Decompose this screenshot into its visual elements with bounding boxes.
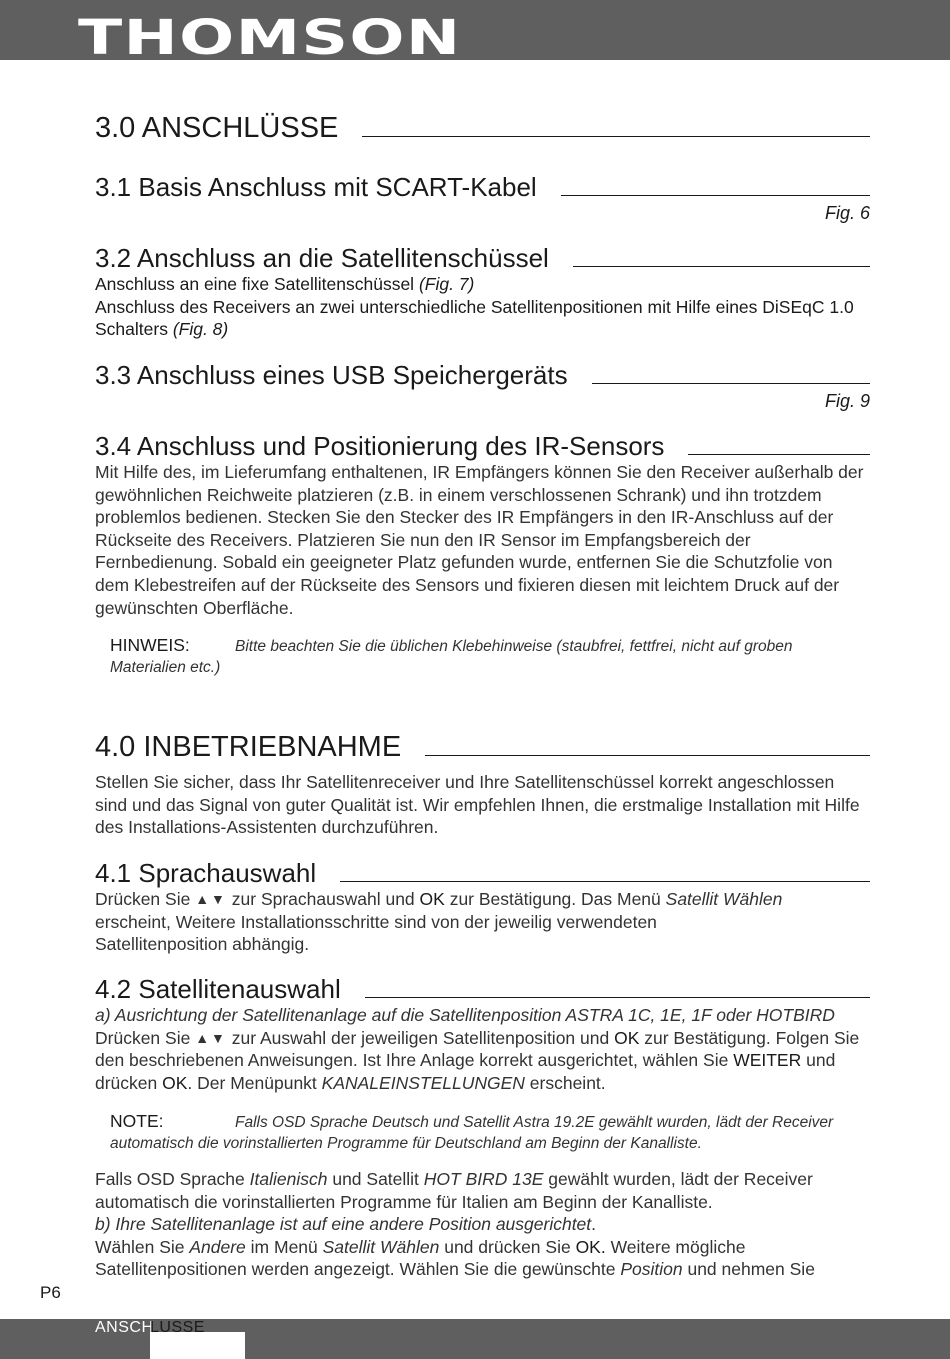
- heading-3-4-text: 3.4 Anschluss und Positionierung des IR-Sensors: [95, 431, 665, 461]
- heading-rule: [425, 755, 870, 756]
- note-text: Bitte beachten Sie die üblichen Klebehinweise (staubfrei, fettfrei, nicht auf groben Materialien etc.): [110, 638, 793, 676]
- paragraph-4-1: Drücken Sie ▲▼ zur Sprachauswahl und OK zur Bestätigung. Das Menü Satellit Wählen erscheint, Weitere Installationsschritte sind von der jeweilig verwendeten Satellitenposition abhängig.: [95, 889, 783, 955]
- ok-key: OK: [614, 1027, 640, 1048]
- heading-3-3: [95, 360, 870, 391]
- heading-3-0-text: 3.0 ANSCHLÜSSE: [95, 112, 339, 144]
- heading-4-0: [95, 731, 870, 764]
- footer-section-label-tail: LUSSE: [150, 1319, 205, 1336]
- heading-4-2: [95, 974, 870, 1005]
- ok-key: OK: [162, 1072, 188, 1093]
- note-box: [110, 1111, 870, 1154]
- heading-rule: [365, 997, 870, 998]
- subsection-a: a) Ausrichtung der Satellitenanlage auf die Satellitenposition ASTRA 1C, 1E, 1F oder HOTBIRD: [95, 1005, 835, 1025]
- menu-name: KANALEINSTELLUNGEN: [321, 1072, 525, 1093]
- heading-rule: [688, 454, 870, 455]
- heading-3-1-text: 3.1 Basis Anschluss mit SCART-Kabel: [95, 172, 537, 202]
- figure-ref: Fig. 6: [824, 203, 870, 223]
- heading-3-4: [95, 431, 870, 462]
- heading-rule: [573, 266, 870, 267]
- paragraph-3-4: Mit Hilfe des, im Lieferumfang enthaltenen, IR Empfängers können Sie den Receiver außerhalb der gewöhnlichen Reichweite platzieren (z.B. in einem verschlossenen Schrank) und ihn trotzdem problemlos bedienen. Stecken Sie den Stecker des IR Empfängers in den IR-Anschluss auf der Rückseite des Receivers. Platzieren Sie nun den IR Sensor im Empfangsbereich der Fernbedienung. Sobald ein geeigneter Platz gefunden wurde, entfernen Sie die Schutzfolie von dem Klebestreifen auf der Rückseite des Sensors und fixieren diesen mit leichtem Druck auf der gewünschten Oberfläche.: [95, 462, 864, 618]
- brand-logo: THOMSON: [78, 10, 462, 66]
- ok-key: OK: [419, 889, 445, 909]
- paragraph-4-2-b: Falls OSD Sprache Italienisch und Satellit HOT BIRD 13E gewählt wurden, lädt der Receiver automatisch die vorinstallierten Programme für Italien am Beginn der Kanalliste. b) Ihre Satellitenanlage ist auf eine andere Position ausgerichtet. Wählen Sie Andere im Menü Satellit Wählen und drücken Sie OK. Weitere mögliche Satellitenpositionen werden angezeigt. Wählen Sie die gewünschte Position und nehmen Sie: [95, 1169, 815, 1280]
- ok-key: OK.: [575, 1236, 606, 1257]
- header-bar: [0, 0, 950, 66]
- up-down-arrows-icon: ▲▼: [195, 891, 227, 907]
- note-text: Falls OSD Sprache Deutsch und Satellit Astra 19.2E gewählt wurden, lädt der Receiver automatisch die vorinstallierten Programme für Deutschland am Beginn der Kanalliste.: [110, 1114, 834, 1152]
- note-label: HINWEIS:: [110, 635, 190, 655]
- heading-4-2-text: 4.2 Satellitenauswahl: [95, 974, 341, 1004]
- subsection-b: b) Ihre Satellitenanlage ist auf eine andere Position ausgerichtet: [95, 1214, 592, 1235]
- heading-rule: [340, 881, 870, 882]
- paragraph-4-2: a) Ausrichtung der Satellitenanlage auf die Satellitenposition ASTRA 1C, 1E, 1F oder HOTBIRD Drücken Sie ▲▼ zur Auswahl der jeweiligen Satellitenposition und OK zur Bestätigung. Folgen Sie den beschriebenen Anweisungen. Ist Ihre Anlage korrekt ausgerichtet, wählen Sie WEITER und drücken OK. Der Menüpunkt KANALEINSTELLUNGEN erscheint.: [95, 1005, 860, 1093]
- footer-section-label: ANSCH: [95, 1319, 154, 1336]
- menu-name: Satellit Wählen: [665, 889, 783, 909]
- note-label: NOTE:: [110, 1111, 164, 1131]
- paragraph-4-0: Stellen Sie sicher, dass Ihr Satellitenreceiver und Ihre Satellitenschüssel korrekt angeschlossen sind und das Signal von guter Qualität ist. Wir empfehlen Ihnen, die erstmalige Installation mit Hilfe des Installations-Assistenten durchzuführen.: [95, 772, 860, 838]
- heading-rule: [561, 195, 870, 196]
- footer-bar: [0, 1319, 950, 1359]
- weiter-key: WEITER: [733, 1050, 802, 1071]
- up-down-arrows-icon: ▲▼: [195, 1029, 227, 1046]
- heading-4-1-text: 4.1 Sprachauswahl: [95, 858, 317, 888]
- heading-4-1: [95, 858, 870, 889]
- page-number: P6: [40, 1283, 61, 1302]
- heading-3-1: [95, 172, 870, 203]
- heading-3-2: [95, 243, 870, 274]
- heading-3-3-text: 3.3 Anschluss eines USB Speichergeräts: [95, 360, 568, 390]
- heading-3-0: [95, 112, 870, 145]
- heading-rule: [592, 383, 870, 384]
- paragraph-3-2: Anschluss an eine fixe Satellitenschüssel (Fig. 7) Anschluss des Receivers an zwei unterschiedliche Satellitenpositionen mit Hilfe eines DiSEqC 1.0 Schalters (Fig. 8): [95, 274, 854, 340]
- figure-ref: Fig. 9: [824, 391, 870, 411]
- heading-4-0-text: 4.0 INBETRIEBNAHME: [95, 731, 402, 763]
- note-hinweis: [110, 635, 870, 678]
- figure-ref: (Fig. 8): [172, 319, 229, 340]
- figure-ref: (Fig. 7): [418, 274, 475, 294]
- heading-rule: [362, 136, 870, 137]
- heading-3-2-text: 3.2 Anschluss an die Satellitenschüssel: [95, 243, 549, 273]
